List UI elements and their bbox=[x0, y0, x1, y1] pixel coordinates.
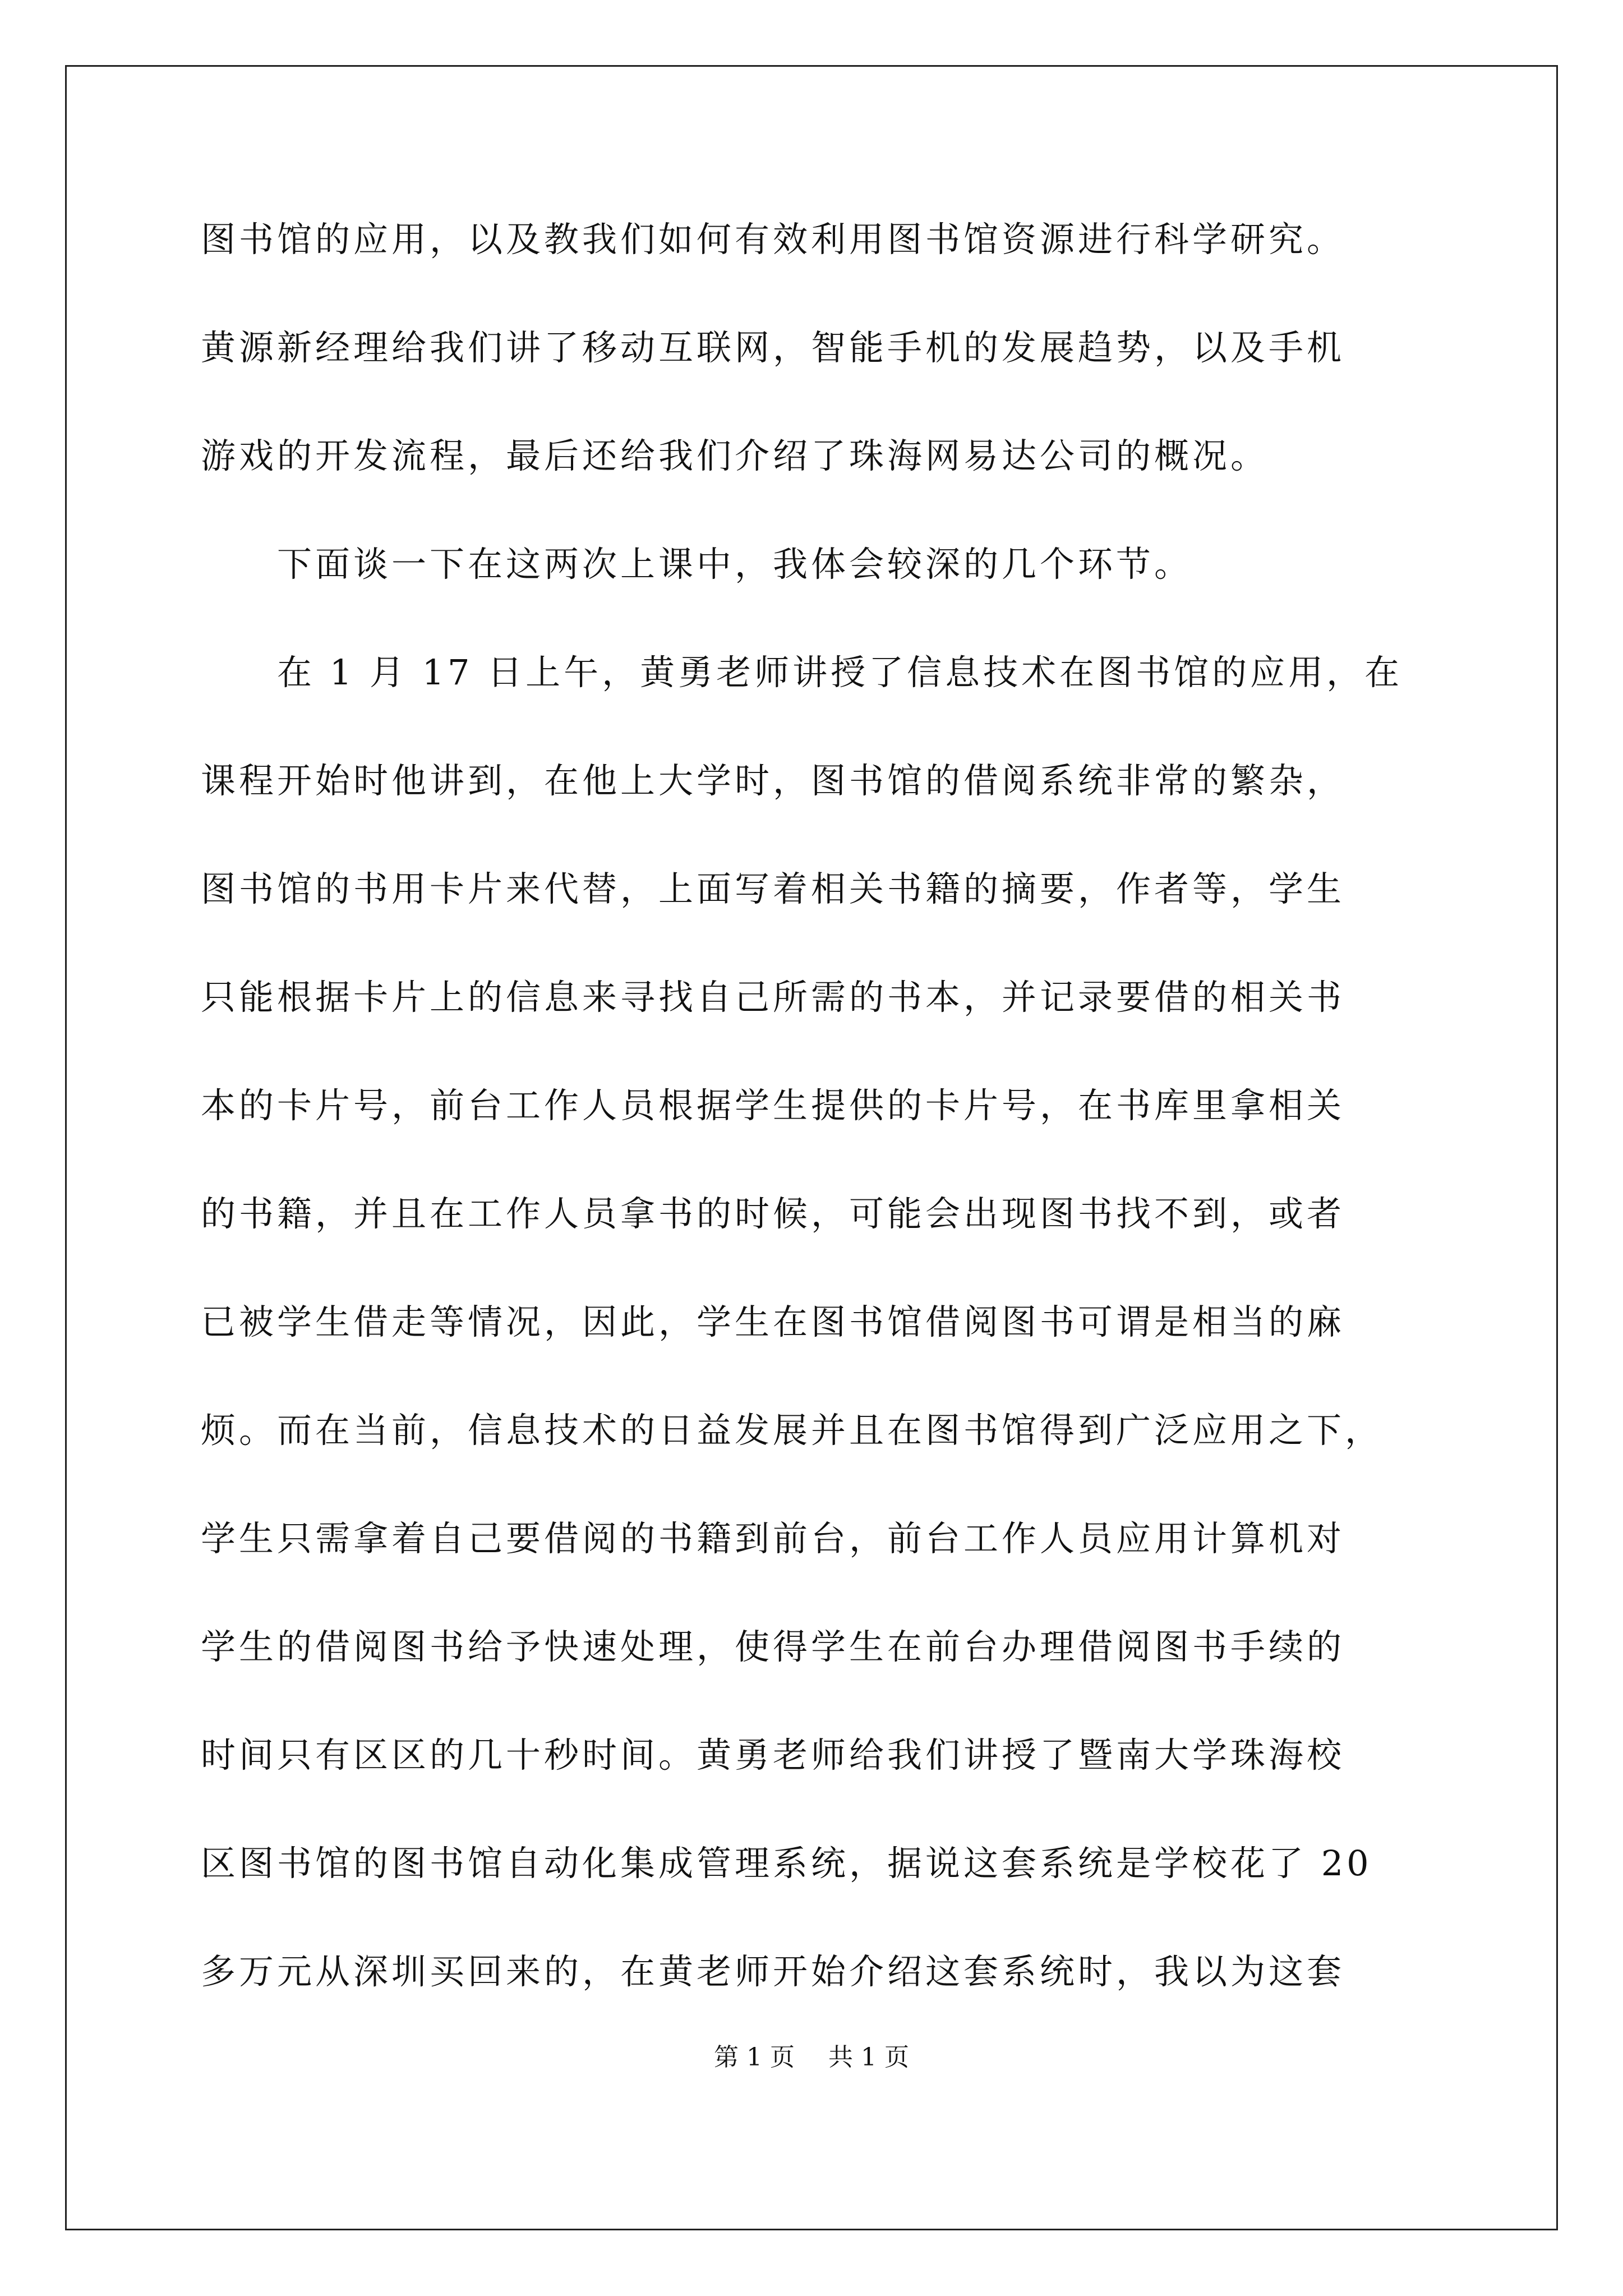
text-line: 本的卡片号，前台工作人员根据学生提供的卡片号，在书库里拿相关 bbox=[201, 1085, 1345, 1126]
text-line: 游戏的开发流程，最后还给我们介绍了珠海网易达公司的概况。 bbox=[201, 435, 1269, 476]
document-body bbox=[201, 214, 1457, 2055]
text-line: 烦。而在当前，信息技术的日益发展并且在图书馆得到广泛应用之下， bbox=[201, 1410, 1384, 1451]
text-line: 图书馆的书用卡片来代替，上面写着相关书籍的摘要，作者等，学生 bbox=[201, 868, 1345, 909]
text-line: 学生只需拿着自己要借阅的书籍到前台，前台工作人员应用计算机对 bbox=[201, 1518, 1345, 1559]
text-line: 图书馆的应用，以及教我们如何有效利用图书馆资源进行科学研究。 bbox=[201, 219, 1345, 260]
page-footer bbox=[0, 2041, 1623, 2074]
text-line: 在 1 月 17 日上午，黄勇老师讲授了信息技术在图书馆的应用，在 bbox=[201, 652, 1403, 693]
text-line: 多万元从深圳买回来的，在黄老师开始介绍这套系统时，我以为这套 bbox=[201, 1951, 1345, 1992]
text-line: 区图书馆的图书馆自动化集成管理系统，据说这套系统是学校花了 20 bbox=[201, 1843, 1372, 1884]
text-line: 课程开始时他讲到，在他上大学时，图书馆的借阅系统非常的繁杂， bbox=[201, 760, 1345, 801]
page-total: 共 1 页 bbox=[828, 2043, 909, 2072]
text-line: 下面谈一下在这两次上课中，我体会较深的几个环节。 bbox=[201, 544, 1193, 585]
text-line: 时间只有区区的几十秒时间。黄勇老师给我们讲授了暨南大学珠海校 bbox=[201, 1734, 1345, 1775]
text-line: 的书籍，并且在工作人员拿书的时候，可能会出现图书找不到，或者 bbox=[201, 1193, 1345, 1234]
text-line: 黄源新经理给我们讲了移动互联网，智能手机的发展趋势，以及手机 bbox=[201, 327, 1345, 368]
text-line: 已被学生借走等情况，因此，学生在图书馆借阅图书可谓是相当的麻 bbox=[201, 1301, 1345, 1342]
text-line: 学生的借阅图书给予快速处理，使得学生在前台办理借阅图书手续的 bbox=[201, 1626, 1345, 1667]
page-number: 第 1 页 bbox=[714, 2043, 795, 2072]
text-line: 只能根据卡片上的信息来寻找自己所需的书本，并记录要借的相关书 bbox=[201, 977, 1345, 1018]
